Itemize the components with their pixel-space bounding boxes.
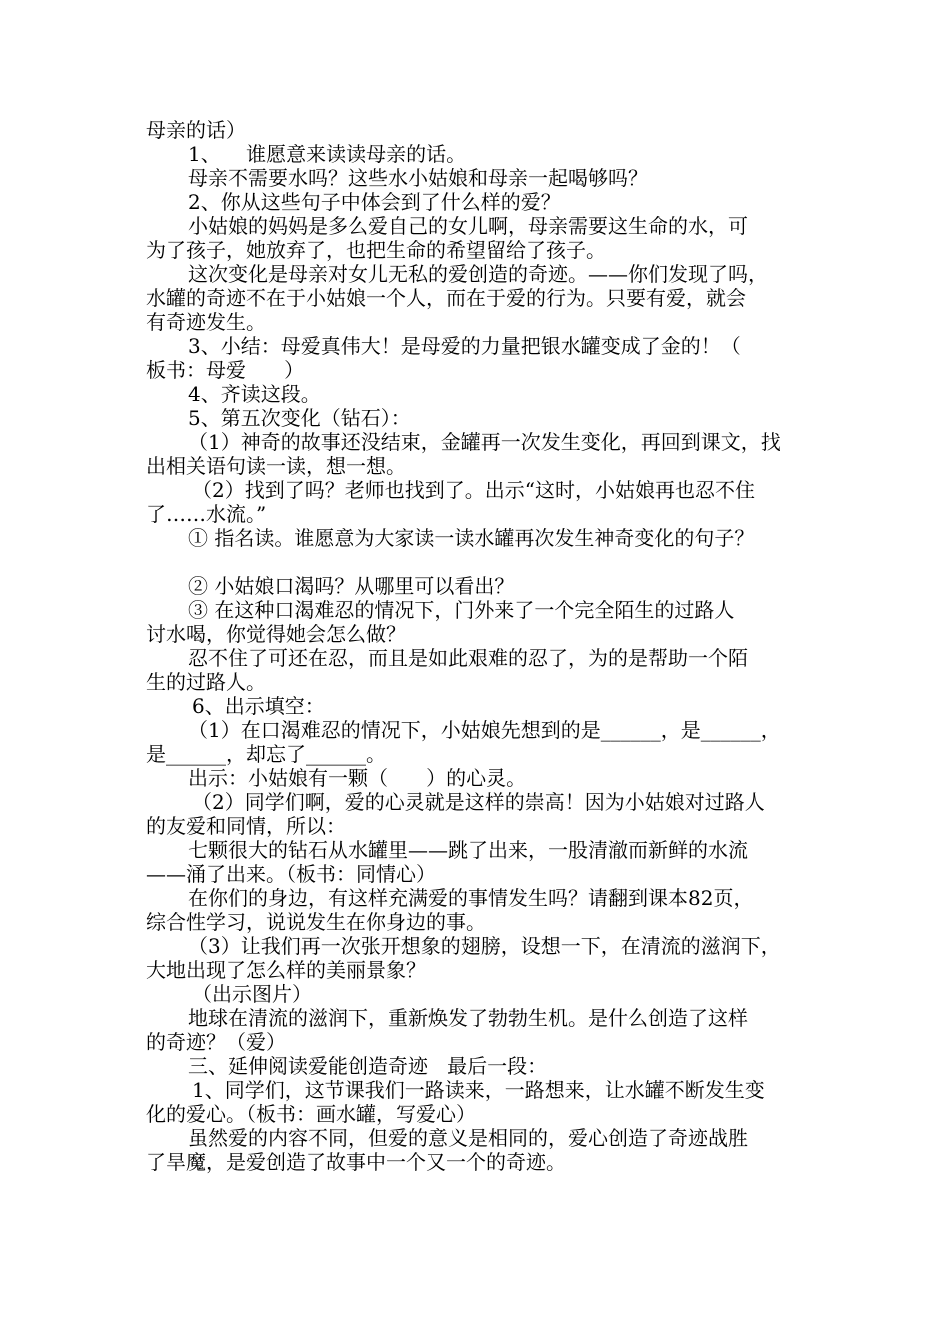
text-line: 讨水喝，你觉得她会怎么做？ [146, 622, 406, 646]
text-line: 1、同学们，这节课我们一路读来，一路想来，让水罐不断发生变 [192, 1078, 765, 1102]
text-line: 水罐的奇迹不在于小姑娘一个人，而在于爱的行为。只要有爱，就会 [146, 286, 746, 310]
text-line: （1）神奇的故事还没结束，金罐再一次发生变化，再回到课文，找 [188, 430, 781, 454]
text-line: ——涌了出来。（板书：同情心） [146, 862, 436, 886]
text-line: ① 指名读。谁愿意为大家读一读水罐再次发生神奇变化的句子？ [188, 526, 755, 550]
text-line: ③ 在这种口渴难忍的情况下，门外来了一个完全陌生的过路人 [188, 598, 735, 622]
text-line: 5、第五次变化（钻石）： [188, 406, 411, 430]
text-line: 出相关语句读一读，想一想。 [146, 454, 406, 478]
text-line: 这次变化是母亲对女儿无私的爱创造的奇迹。——你们发现了吗， [188, 262, 768, 286]
text-line: 4、齐读这段。 [188, 382, 321, 406]
text-line: （3）让我们再一次张开想象的翅膀，设想一下，在清流的滋润下， [188, 934, 781, 958]
document-page [146, 118, 810, 1174]
text-line: 6、出示填空： [192, 694, 325, 718]
text-line: 生的过路人。 [146, 670, 266, 694]
text-line: 了……水流。” [146, 502, 267, 526]
text-line: 七颗很大的钻石从水罐里——跳了出来，一股清澈而新鲜的水流 [188, 838, 748, 862]
text-line: ② 小姑娘口渴吗？从哪里可以看出？ [188, 574, 515, 598]
text-line: 母亲的话） [146, 118, 246, 142]
text-line: 板书：母爱 ） [146, 358, 305, 382]
text-line: 化的爱心。（板书：画水罐，写爱心） [146, 1102, 476, 1126]
text-line: 大地出现了怎么样的美丽景象？ [146, 958, 426, 982]
text-line: （1）在口渴难忍的情况下，小姑娘先想到的是______，是______， [188, 718, 781, 742]
text-line: 的友爱和同情，所以： [146, 814, 346, 838]
text-line: 虽然爱的内容不同，但爱的意义是相同的，爱心创造了奇迹战胜 [188, 1126, 748, 1150]
text-line: 有奇迹发生。 [146, 310, 266, 334]
text-line: 了旱魔，是爱创造了故事中一个又一个的奇迹。 [146, 1150, 566, 1174]
text-line: 出示：小姑娘有一颗（ ）的心灵。 [188, 766, 527, 790]
text-line: 1、 谁愿意来读读母亲的话。 [188, 142, 467, 166]
text-line: 母亲不需要水吗？这些水小姑娘和母亲一起喝够吗？ [188, 166, 648, 190]
text-line: 3、小结：母爱真伟大！是母爱的力量把银水罐变成了金的！（ [188, 334, 741, 358]
text-line: 忍不住了可还在忍，而且是如此艰难的忍了，为的是帮助一个陌 [188, 646, 748, 670]
text-line: 2、你从这些句子中体会到了什么样的爱？ [188, 190, 561, 214]
text-line: 小姑娘的妈妈是多么爱自己的女儿啊，母亲需要这生命的水，可 [188, 214, 748, 238]
text-line: 的奇迹？（爱） [146, 1030, 286, 1054]
text-line: 是______，却忘了______。 [146, 742, 386, 766]
text-line: （2）同学们啊，爱的心灵就是这样的崇高！因为小姑娘对过路人 [192, 790, 765, 814]
text-line: 三、延伸阅读爱能创造奇迹 最后一段： [188, 1054, 548, 1078]
text-line: 在你们的身边，有这样充满爱的事情发生吗？请翻到课本82页， [188, 886, 754, 910]
text-line: 地球在清流的滋润下，重新焕发了勃勃生机。是什么创造了这样 [188, 1006, 748, 1030]
text-line: （出示图片） [192, 982, 312, 1006]
text-line: （2）找到了吗？老师也找到了。出示“这时，小姑娘再也忍不住 [192, 478, 755, 502]
text-line: 为了孩子，她放弃了，也把生命的希望留给了孩子。 [146, 238, 606, 262]
text-line [146, 550, 810, 574]
text-line: 综合性学习，说说发生在你身边的事。 [146, 910, 486, 934]
